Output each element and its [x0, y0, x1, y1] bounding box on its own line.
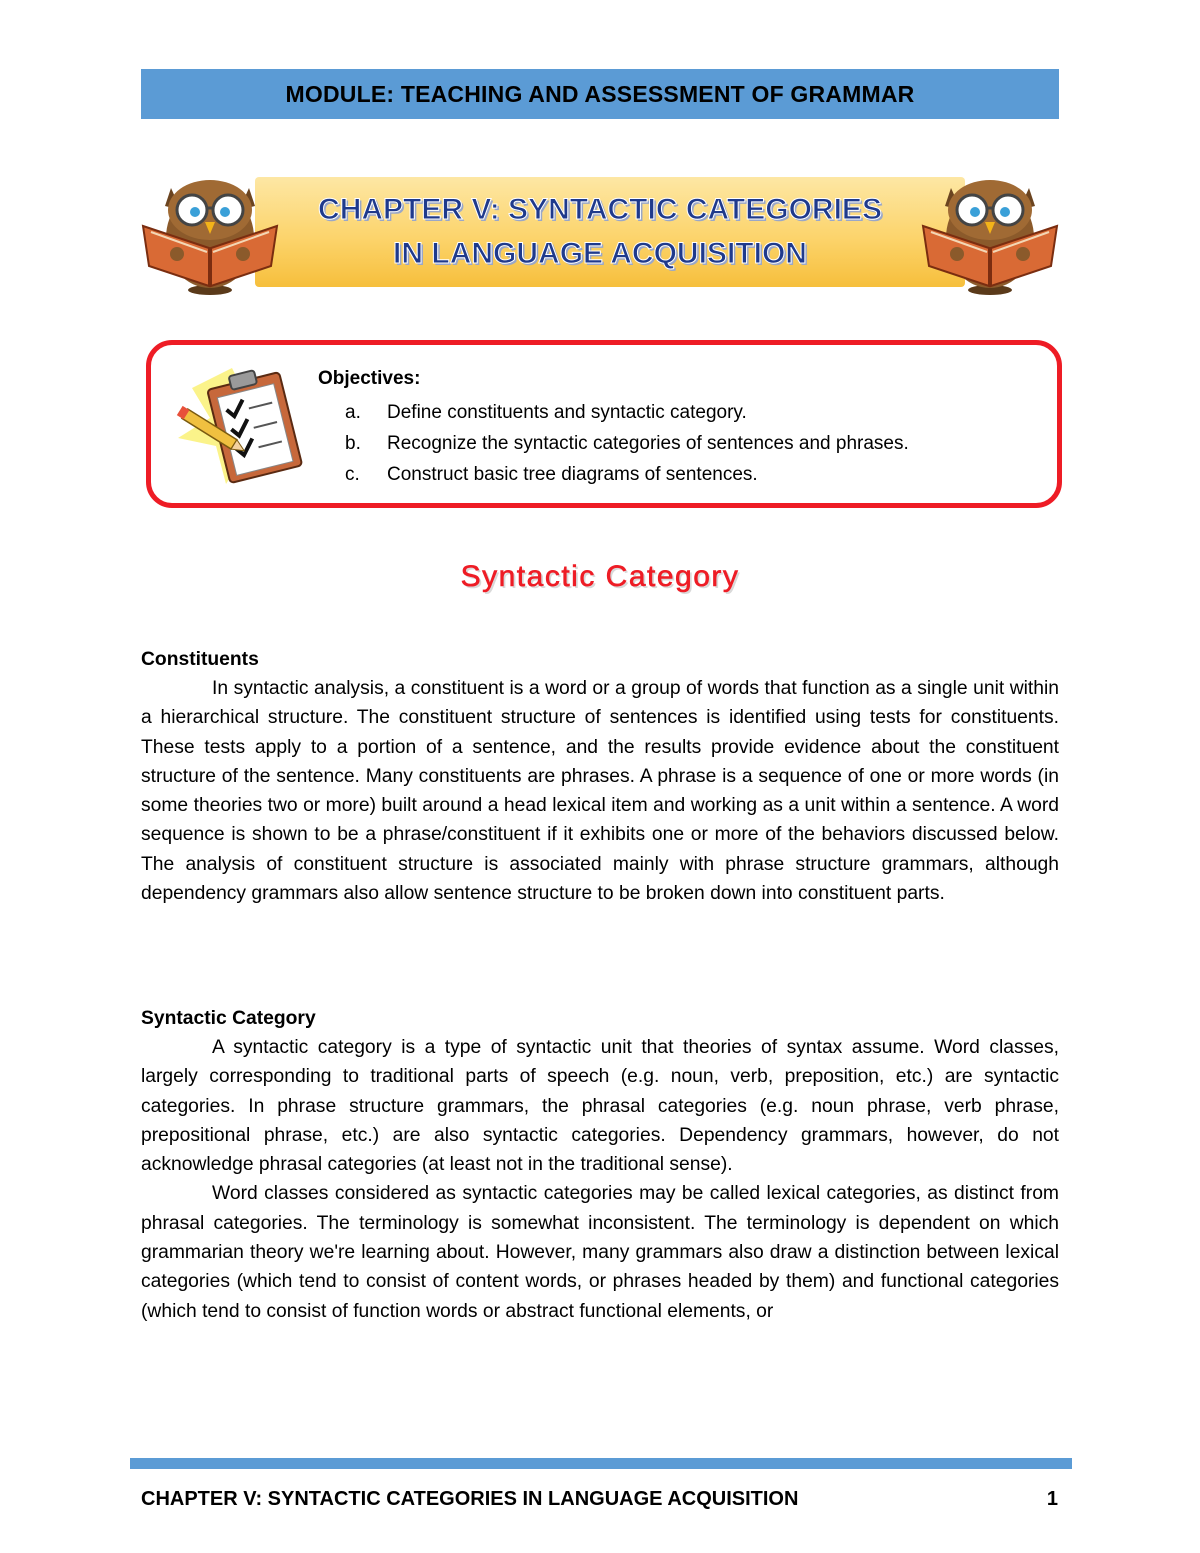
constituents-paragraph: In syntactic analysis, a constituent is a word or a group of words that function as a single unit within a hierarchical structure. The constituent structure of sentences is identified using tests for constituents. These tests apply to a portion of a sentence, and the results provide evidence about the constituent structure of the sentence. Many constituents are phrases. A phrase is a sequence of one or more words (in some theories two or more) built around a head lexical item and working as a unit within a sentence. A word sequence is shown to be a phrase/constituent if it exhibits one or more of the behaviors discussed below. The analysis of constituent structure is associated mainly with phrase structure grammars, although dependency grammars also allow sentence structure to be broken down into constituent parts.	[141, 678, 1059, 905]
syntactic-category-heading: Syntactic Category	[141, 1008, 316, 1029]
section-title: Syntactic Category	[460, 560, 740, 593]
chapter-title	[240, 188, 960, 276]
chapter-title-line2: IN LANGUAGE ACQUISITION	[393, 237, 807, 270]
chapter-title-line1: CHAPTER V: SYNTACTIC CATEGORIES	[318, 193, 882, 226]
clipboard-checklist-icon	[170, 360, 305, 490]
syntactic-category-paragraph-2: Word classes considered as syntactic categories may be called lexical categories, as distinct from phrasal categories. The terminology is somewhat inconsistent. The terminology is dependent on which grammarian theory we're learning about. However, many grammars also draw a distinction between lexical categories (which tend to consist of content words, or phrases headed by them) and functional categories (which tend to consist of function words or abstract functional elements, or	[141, 1183, 1059, 1322]
constituents-section	[141, 645, 1059, 908]
syntactic-category-paragraph-1: A syntactic category is a type of syntactic unit that theories of syntax assume. Word classes, largely corresponding to traditional parts of speech (e.g. noun, verb, preposition, etc.) are syntactic categories. In phrase structure grammars, the phrasal categories (e.g. noun phrase, verb phrase, prepositional phrase, etc.) are also syntactic categories. Dependency grammars, however, do not acknowledge phrasal categories (at least not in the traditional sense).	[141, 1037, 1059, 1176]
module-title: MODULE: TEACHING AND ASSESSMENT OF GRAMMAR	[285, 80, 915, 107]
footer-divider	[130, 1458, 1072, 1469]
module-header-bar	[141, 69, 1059, 119]
objectives-heading: Objectives:	[318, 368, 421, 389]
objectives-list	[345, 398, 909, 491]
list-item: b. Recognize the syntactic categories of sentences and phrases.	[345, 433, 909, 454]
page-number: 1	[1046, 1488, 1058, 1510]
syntactic-category-section	[141, 1004, 1059, 1326]
list-item: c. Construct basic tree diagrams of sentences.	[345, 464, 758, 485]
constituents-heading: Constituents	[141, 649, 259, 670]
list-item: a. Define constituents and syntactic category.	[345, 402, 747, 423]
footer-chapter-title: CHAPTER V: SYNTACTIC CATEGORIES IN LANGUAGE ACQUISITION	[141, 1488, 799, 1510]
